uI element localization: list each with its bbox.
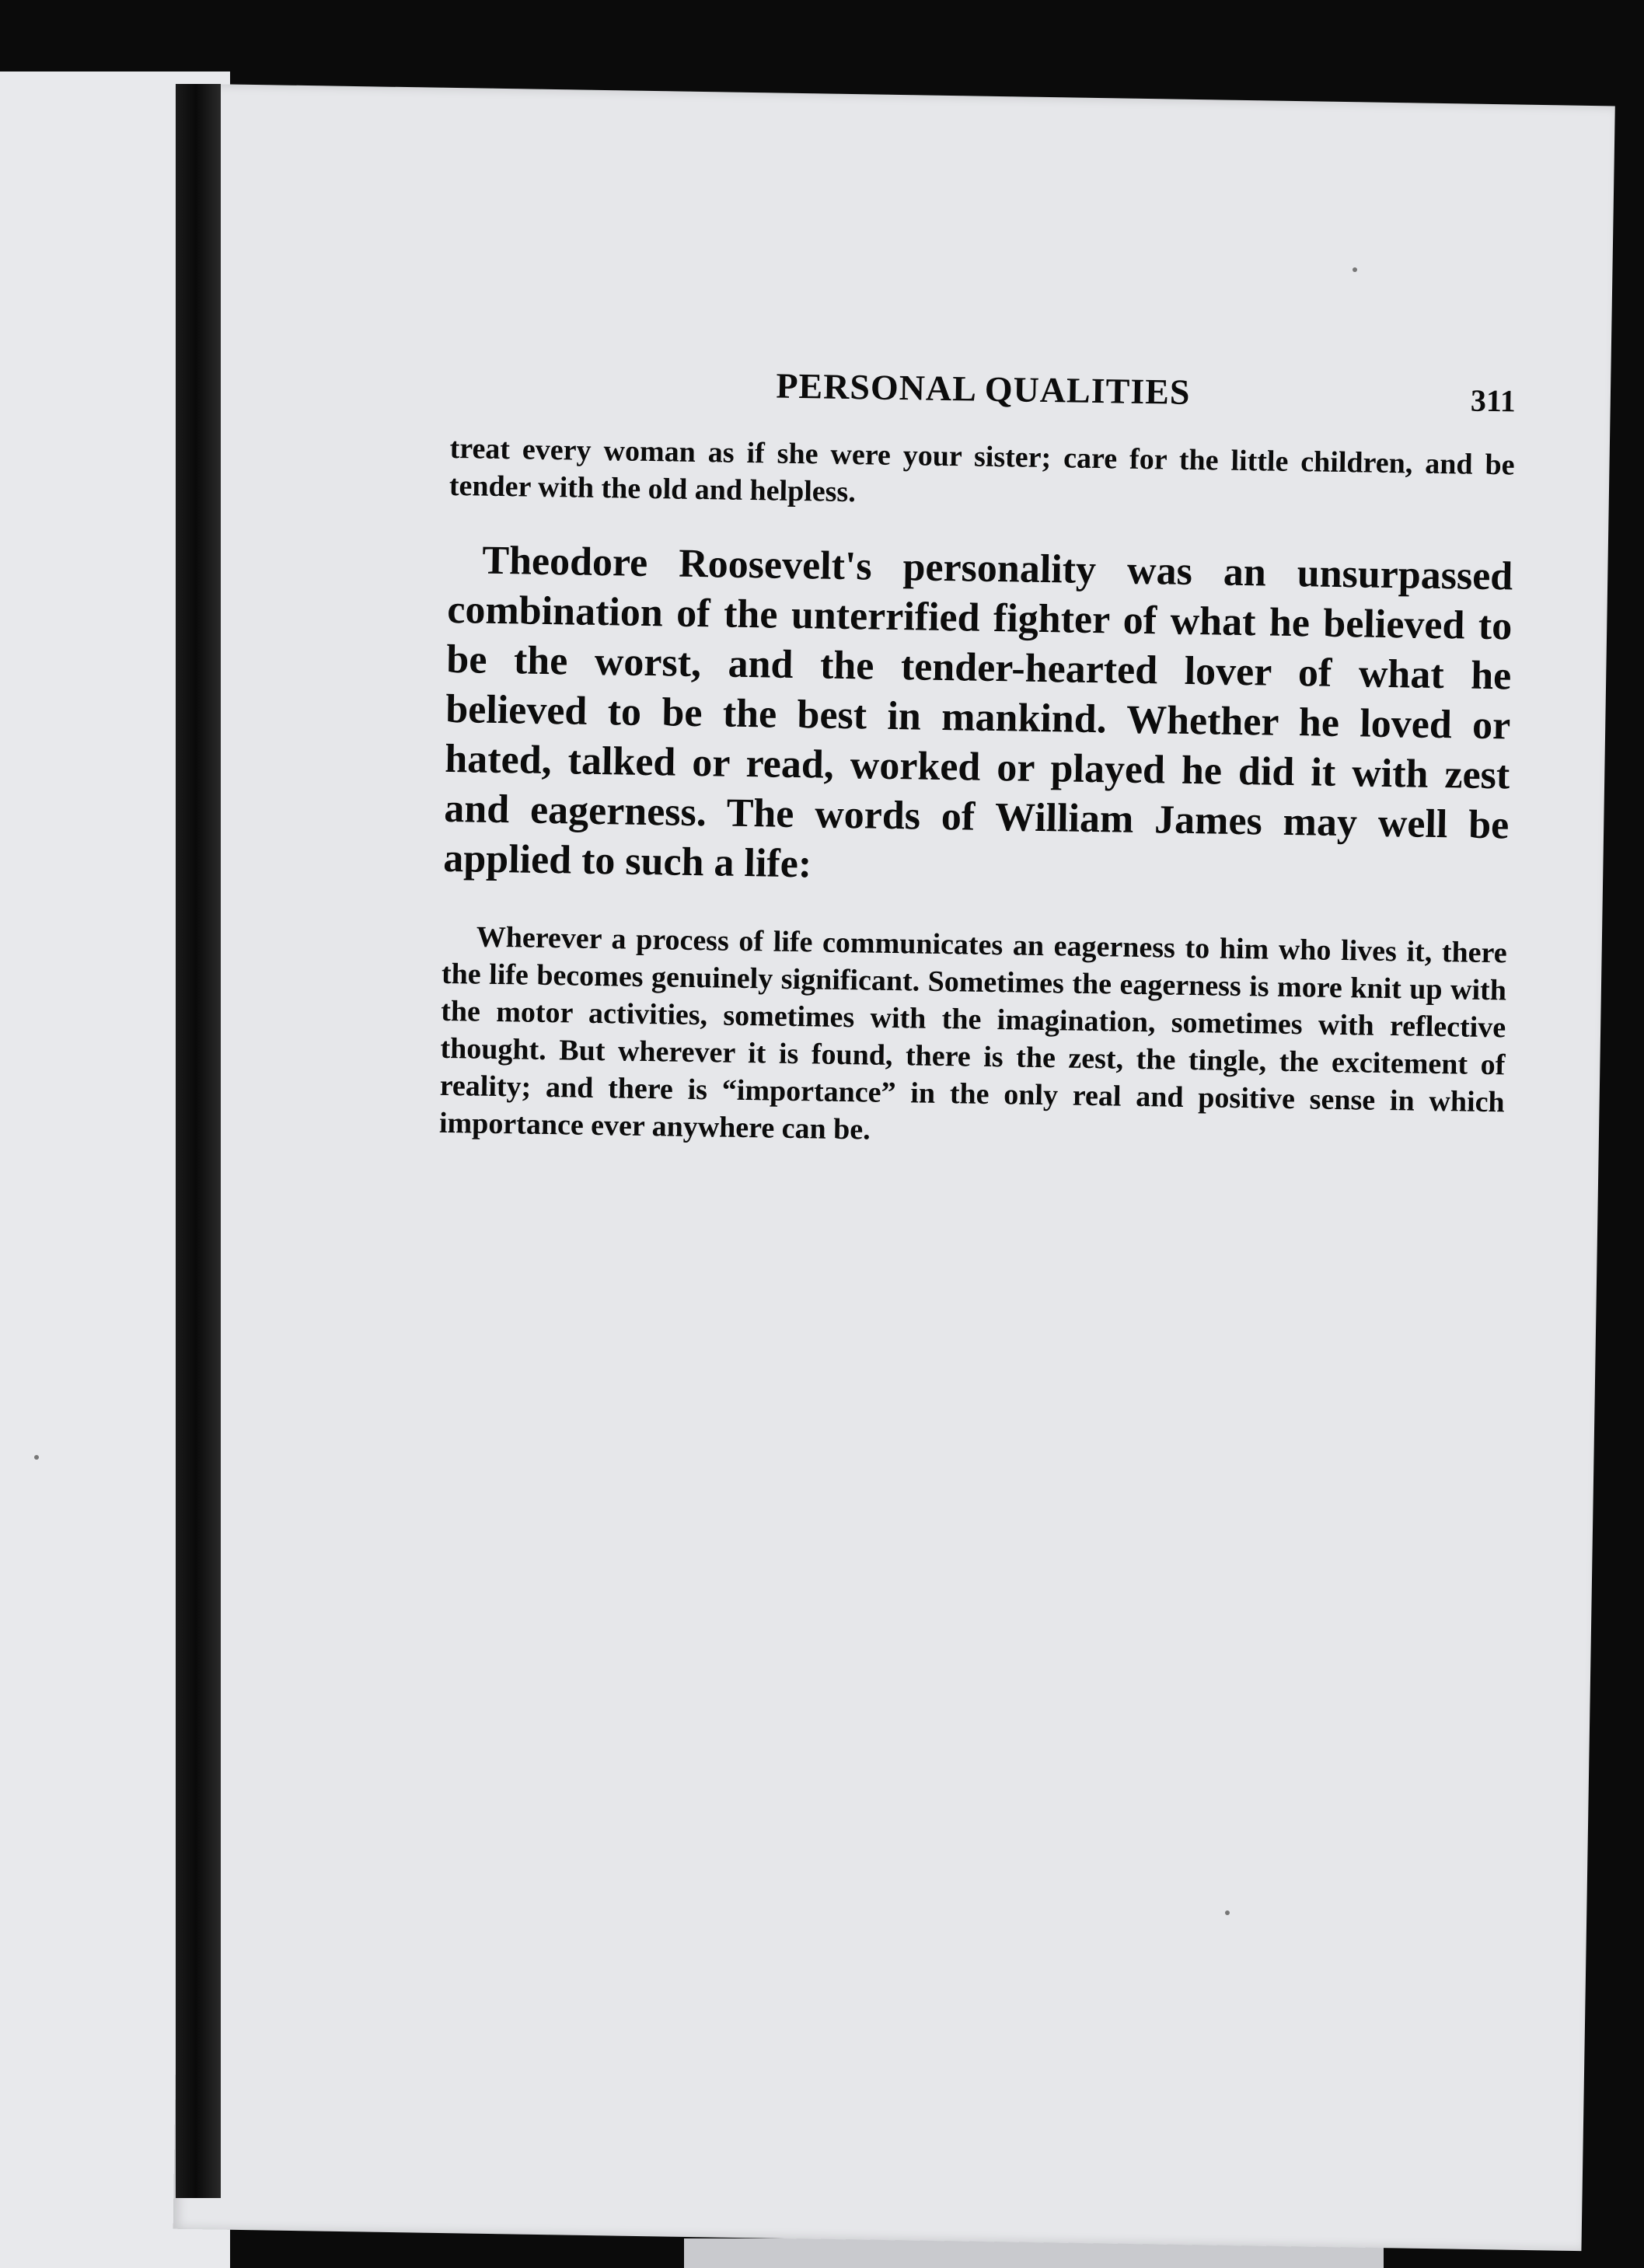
dust-speck [34, 1455, 39, 1460]
dust-speck [1225, 1910, 1230, 1915]
main-paragraph: Theodore Roosevelt's personality was an unsurpassed combination of the unterrified fighter of what he believed to be the worst, and the tender-hearted lover of what he believed to be the best in mankind. Whether he loved or hated, talked or read, worked or played he did it with zest and eagerness. The words of William James may well be applied to such a life: [442, 538, 1513, 887]
page-number: 311 [1470, 382, 1517, 419]
page-content [439, 360, 1517, 1158]
book-page [173, 84, 1615, 2251]
continuation-paragraph: treat every woman as if she were your sister; care for the little children, and be tender with the old and helpless. [449, 431, 1515, 509]
running-title: PERSONAL QUALITIES [776, 365, 1191, 412]
block-quote: Wherever a process of life communicates an eagerness to him who lives it, there the life becomes genuinely significant. Sometimes the eagerness is more knit up with the motor activities, sometimes with the imagination, sometimes with reflective thought. But wherever it is found, there is the zest, the tingle, the excitement of reality; and there is “importance” in the only real and positive sense in which importance ever anywhere can be. [438, 920, 1507, 1146]
book-spine [176, 84, 221, 2198]
dust-speck [1353, 267, 1357, 272]
